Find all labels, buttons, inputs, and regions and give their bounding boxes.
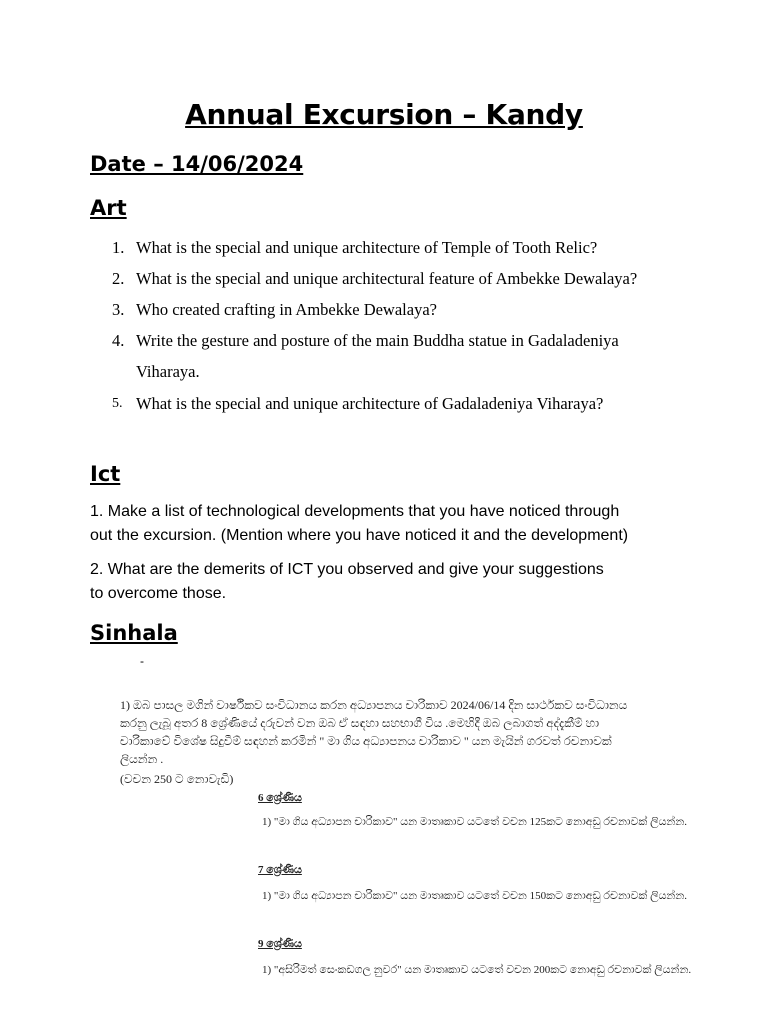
sinhala-essay-line-1: 1) ඔබ පාසල මගින් වාර්ෂිකව සංවිධානය කරන අධ්‍යාපනය චාරිකාව 2024/06/14 දින සාර්ථකව සංවිධානය xyxy=(120,698,628,712)
ict-question-1 xyxy=(90,500,670,548)
ict-question-1-line-1: 1. Make a list of technological developments that you have noticed through xyxy=(90,503,620,520)
grade-6-question: 1) "මා ගිය අධ්‍යාපන චාරිකාව" යන මාතෘකාව යටතේ වචන 125කට නොඅඩු රචනාවක් ලියන්න. xyxy=(262,816,688,828)
art-question-4-continuation: Viharaya. xyxy=(136,362,200,381)
art-question-4 xyxy=(112,331,124,351)
art-question-5-text: What is the special and unique architecture of Gadaladeniya Viharaya? xyxy=(136,394,604,413)
sinhala-heading: Sinhala xyxy=(90,621,178,645)
sinhala-word-limit: (වචන 250 ට නොවැඩි) xyxy=(120,772,234,786)
grade-6-heading: 6 ශ්‍රේණිය xyxy=(258,792,302,804)
grade-7-question: 1) "මා ගිය අධ්‍යාපන චාරිකාව" යන මාතෘකාව යටතේ වචන 150කට නොඅඩු රචනාවක් ලියන්න. xyxy=(262,890,688,902)
excursion-date: Date – 14/06/2024 xyxy=(90,152,304,176)
sinhala-scanned-questions xyxy=(110,660,730,980)
question-number: 2. xyxy=(112,269,125,288)
grade-9-question: 1) "අසිරිමත් සෙංකඩගල නුවර" යන මාතෘකාව යටතේ වචන 200කට නොඅඩු රචනාවක් ලියන්න. xyxy=(262,964,692,976)
art-question-1-text: What is the special and unique architecture of Temple of Tooth Relic? xyxy=(136,238,598,257)
ict-question-2 xyxy=(90,558,670,606)
question-number: 1. xyxy=(112,238,125,257)
ict-question-2-line-2: to overcome those. xyxy=(90,585,227,602)
art-question-1 xyxy=(112,238,124,258)
ict-question-2-line-1: 2. What are the demerits of ICT you observed and give your suggestions xyxy=(90,561,604,578)
ict-heading: Ict xyxy=(90,462,121,486)
ict-question-1-line-2: out the excursion. (Mention where you have noticed it and the development) xyxy=(90,527,629,544)
grade-7-heading: 7 ශ්‍රේණිය xyxy=(258,864,302,876)
art-question-5 xyxy=(112,394,123,412)
art-question-4-text: Write the gesture and posture of the main Buddha statue in Gadaladeniya xyxy=(136,331,619,350)
art-heading: Art xyxy=(90,196,127,220)
question-number: 4. xyxy=(112,331,125,350)
question-number: 5. xyxy=(112,396,123,411)
art-question-2 xyxy=(112,269,124,289)
art-question-3-text: Who created crafting in Ambekke Dewalaya? xyxy=(136,300,437,319)
sinhala-essay-line-3: චාරිකාවේ විශේෂ සිදුවීම් සඳහන් කරමින් " මා ගිය අධ්‍යාපනය චාරිකාව " යන මැයින් ගරවත් රචනාවක් xyxy=(120,734,612,748)
grade-9-heading: 9 ශ්‍රේණිය xyxy=(258,938,302,950)
sinhala-essay-line-4: ලියන්න . xyxy=(120,752,164,766)
question-number: 3. xyxy=(112,300,125,319)
sinhala-essay-line-2: කරනු ලැබූ අතර 8 ශ්‍රේණියේ දරුවන් වන ඔබ ඒ සඳහා සහභාගී විය .මෙහිදී ඔබ ලබාගත් අද්දැකීම් හා xyxy=(120,716,600,730)
page-title: Annual Excursion – Kandy xyxy=(185,98,583,131)
stray-dash: - xyxy=(140,654,144,668)
art-question-2-text: What is the special and unique architectural feature of Ambekke Dewalaya? xyxy=(136,269,638,288)
art-question-3 xyxy=(112,300,124,320)
